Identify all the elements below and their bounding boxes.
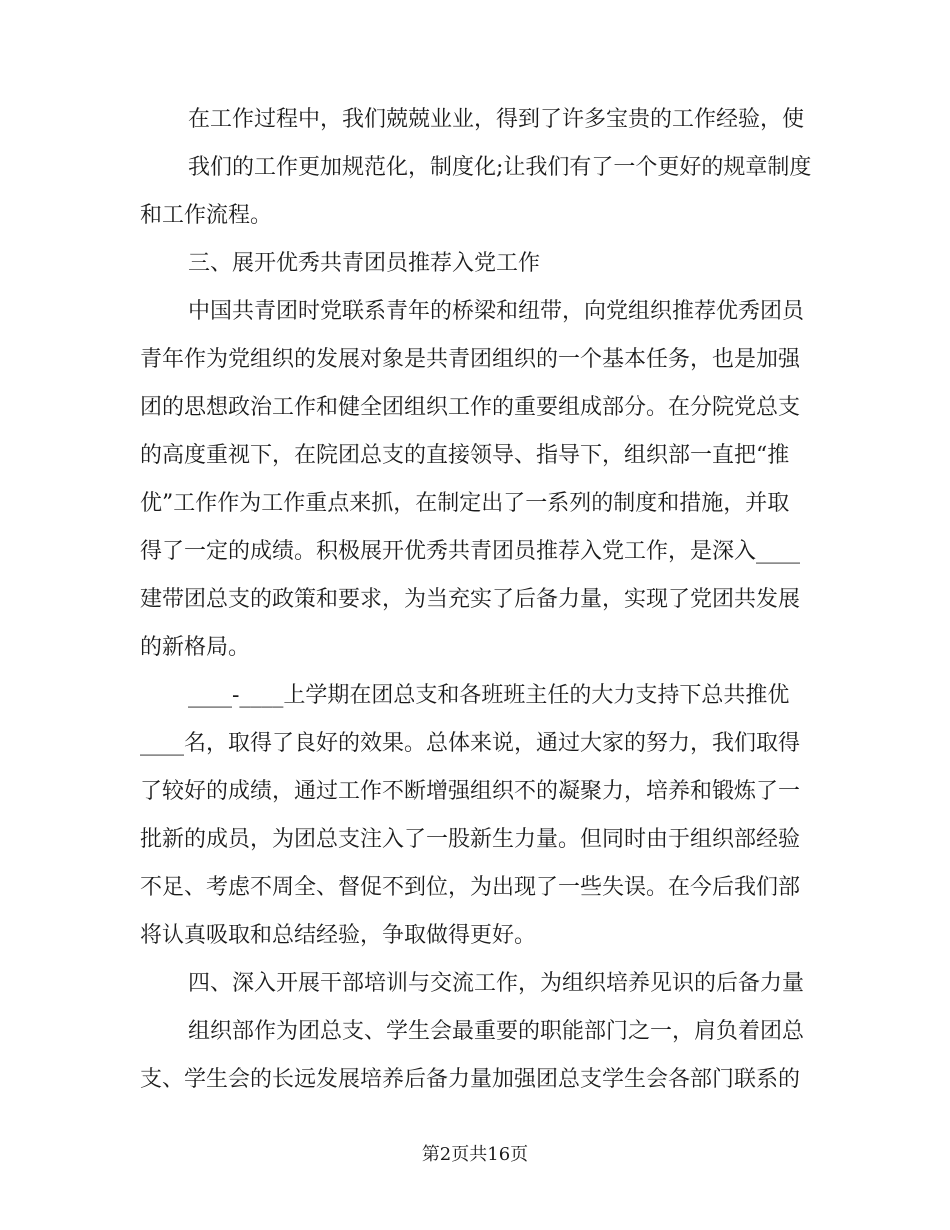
paragraph-line: 我们的工作更加规范化，制度化;让我们有了一个更好的规章制度 [188, 155, 812, 180]
paragraph-line: 的高度重视下，在院团总支的直接领导、指导下，组织部一直把“推 [140, 443, 790, 468]
paragraph-line: 不足、考虑不周全、督促不到位，为出现了一些失误。在今后我们部 [140, 875, 801, 900]
paragraph-line: 得了一定的成绩。积极展开优秀共青团员推荐入党工作，是深入____ [140, 539, 801, 564]
paragraph-line: 优”工作作为工作重点来抓，在制定出了一系列的制度和措施，并取 [140, 491, 790, 516]
paragraph-line: 了较好的成绩，通过工作不断增强组织不的凝聚力，培养和锻炼了一 [140, 779, 801, 804]
paragraph-line: 青年作为党组织的发展对象是共青团组织的一个基本任务，也是加强 [140, 347, 801, 372]
section-heading: 四、深入开展干部培训与交流工作，为组织培养见识的后备力量 [188, 971, 805, 996]
paragraph-line: 的新格局。 [140, 635, 251, 660]
paragraph-line: 支、学生会的长远发展培养后备力量加强团总支学生会各部门联系的 [140, 1067, 801, 1092]
paragraph-line: 建带团总支的政策和要求，为当充实了后备力量，实现了党团共发展 [140, 587, 801, 612]
page-number: 第2页共16页 [421, 1144, 529, 1165]
paragraph-line: 在工作过程中，我们兢兢业业，得到了许多宝贵的工作经验，使 [188, 107, 805, 132]
paragraph-line: ____-____上学期在团总支和各班班主任的大力支持下总共推优 [188, 683, 790, 708]
paragraph-line: ____名，取得了良好的效果。总体来说，通过大家的努力，我们取得 [140, 731, 801, 756]
paragraph-line: 团的思想政治工作和健全团组织工作的重要组成部分。在分院党总支 [140, 395, 801, 420]
paragraph-line: 和工作流程。 [140, 203, 273, 228]
paragraph-line: 将认真吸取和总结经验，争取做得更好。 [140, 923, 537, 948]
section-heading: 三、展开优秀共青团员推荐入党工作 [188, 251, 541, 276]
paragraph-line: 批新的成员，为团总支注入了一股新生力量。但同时由于组织部经验 [140, 827, 801, 852]
paragraph-line: 组织部作为团总支、学生会最重要的职能部门之一，肩负着团总 [188, 1019, 805, 1044]
paragraph-line: 中国共青团时党联系青年的桥梁和纽带，向党组织推荐优秀团员 [188, 299, 805, 324]
